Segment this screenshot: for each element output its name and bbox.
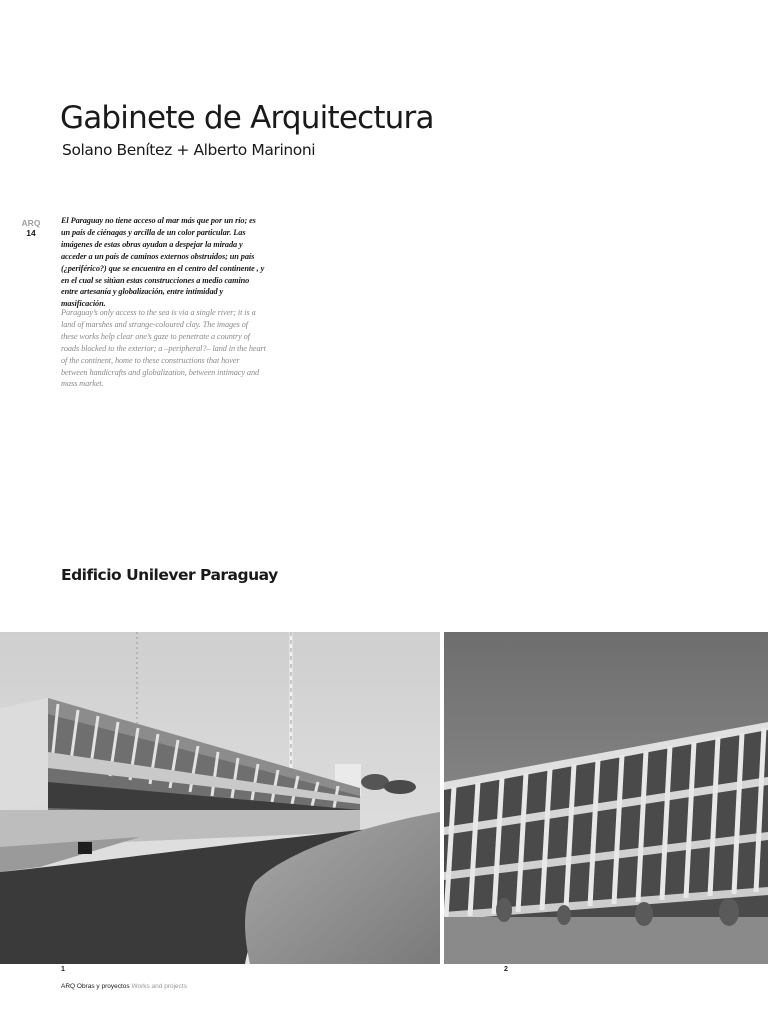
building-photo-2 — [444, 632, 768, 964]
building-photo-1 — [0, 632, 440, 964]
page-footer — [61, 983, 187, 990]
authors-subtitle: Solano Benítez + Alberto Marinoni — [62, 141, 316, 159]
figure-number-2: 2 — [504, 966, 508, 973]
intro-text-english: Paraguay’s only access to the sea is via a single river; it is a land of marshes and strange-coloured clay. The images of these works help clear one’s gaze to penetrate a country of roads blocked to the exterior; a –peripheral?– land in the heart of the continent, home to these constructions that hover between handicrafts and globalization, between intimacy and mass market. — [61, 308, 266, 389]
intro-text-spanish: El Paraguay no tiene acceso al mar más que por un río; es un país de ciénagas y arcilla de un color particular. Las imágenes de estas obras ayudan a despejar la mirada y acceder a un país de caminos externos obstruidos; un país (¿periférico?) que se encuentra en el centro del continente , y en el cual se sitúan estas construcciones a medio camino entre artesanía y globalización, entre intimidad y masificación. — [61, 216, 265, 309]
figure-number-1: 1 — [61, 966, 65, 973]
issue-label: ARQ — [21, 218, 41, 228]
footer-primary: ARQ Obras y proyectos — [61, 983, 130, 990]
page-title: Gabinete de Arquitectura — [60, 100, 434, 136]
section-title: Edificio Unilever Paraguay — [61, 566, 278, 584]
issue-tag — [20, 218, 42, 238]
issue-number: 14 — [26, 228, 36, 238]
footer-secondary: Works and projects — [131, 983, 187, 990]
